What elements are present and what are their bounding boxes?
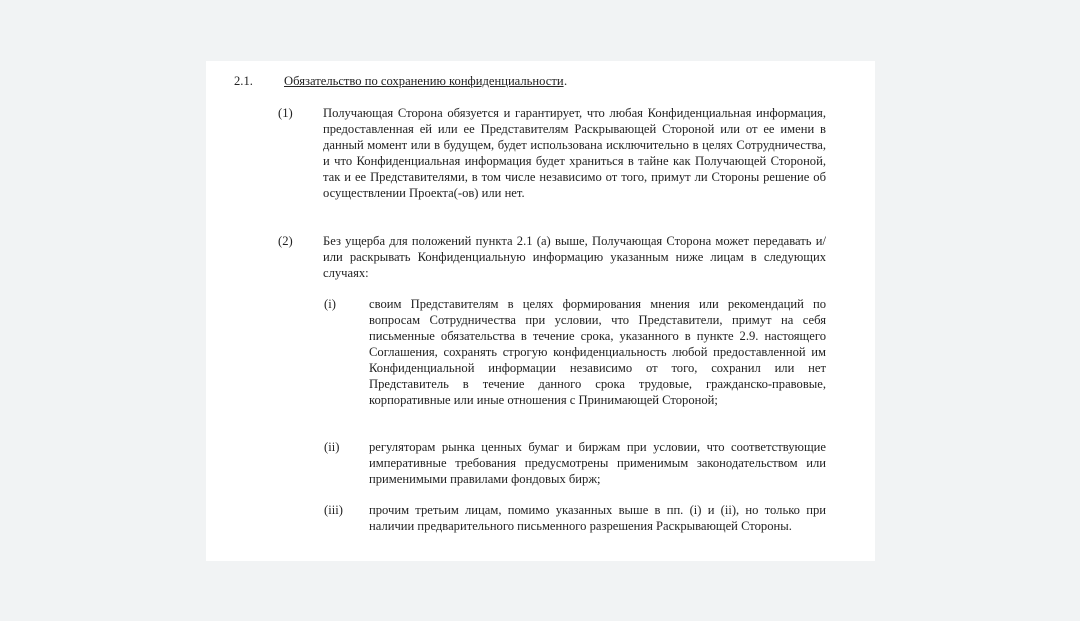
section-title-text: Обязательство по сохранению конфиденциальности: [284, 74, 564, 88]
clause-1-marker: (1): [278, 106, 293, 120]
subclause-ii-text: регуляторам рынка ценных бумаг и биржам при условии, что соответствующие императивные требования предусмотрены применимым законодательством или применимыми правилами фондовых бирж;: [369, 440, 826, 486]
subclause-ii-marker: (ii): [324, 440, 340, 454]
clause-2-text: Без ущерба для положений пункта 2.1 (а) выше, Получающая Сторона может передавать и/или раскрывать Конфиденциальную информацию указанным ниже лицам в следующих случаях:: [323, 234, 826, 280]
section-number: 2.1.: [234, 74, 253, 88]
clause-1-text: Получающая Сторона обязуется и гарантирует, что любая Конфиденциальная информация, предоставленная ей или ее Представителям Раскрывающей Стороной или от ее имени в данный момент или в будущем, будет использована исключительно в целях Сотрудничества, и что Конфиденциальная информация будет храниться в тайне как Получающей Стороной, так и ее Представителями, в том числе независимо от того, примут ли Стороны решение об осуществлении Проекта(-ов) или нет.: [323, 106, 826, 200]
clause-2-marker: (2): [278, 234, 293, 248]
section-title-period: .: [564, 74, 568, 88]
section-title: [284, 73, 564, 89]
document-page: [206, 61, 875, 561]
subclause-iii-marker: (iii): [324, 503, 343, 517]
subclause-i-text: своим Представителям в целях формирования мнения или рекомендаций по вопросам Сотрудничества при условии, что Представители, примут на себя письменные обязательства в течение срока, указанного в пункте 2.9. настоящего Соглашения, сохранять строгую конфиденциальность любой предоставленной им Конфиденциальной информации независимо от того, сохранил или нет Представитель в течение данного срока трудовые, гражданско-правовые, корпоративные или иные отношения с Принимающей Стороной;: [369, 297, 826, 407]
subclause-iii-text: прочим третьим лицам, помимо указанных выше в пп. (i) и (ii), но только при наличии предварительного письменного разрешения Раскрывающей Стороны.: [369, 503, 826, 533]
subclause-i-marker: (i): [324, 297, 336, 311]
